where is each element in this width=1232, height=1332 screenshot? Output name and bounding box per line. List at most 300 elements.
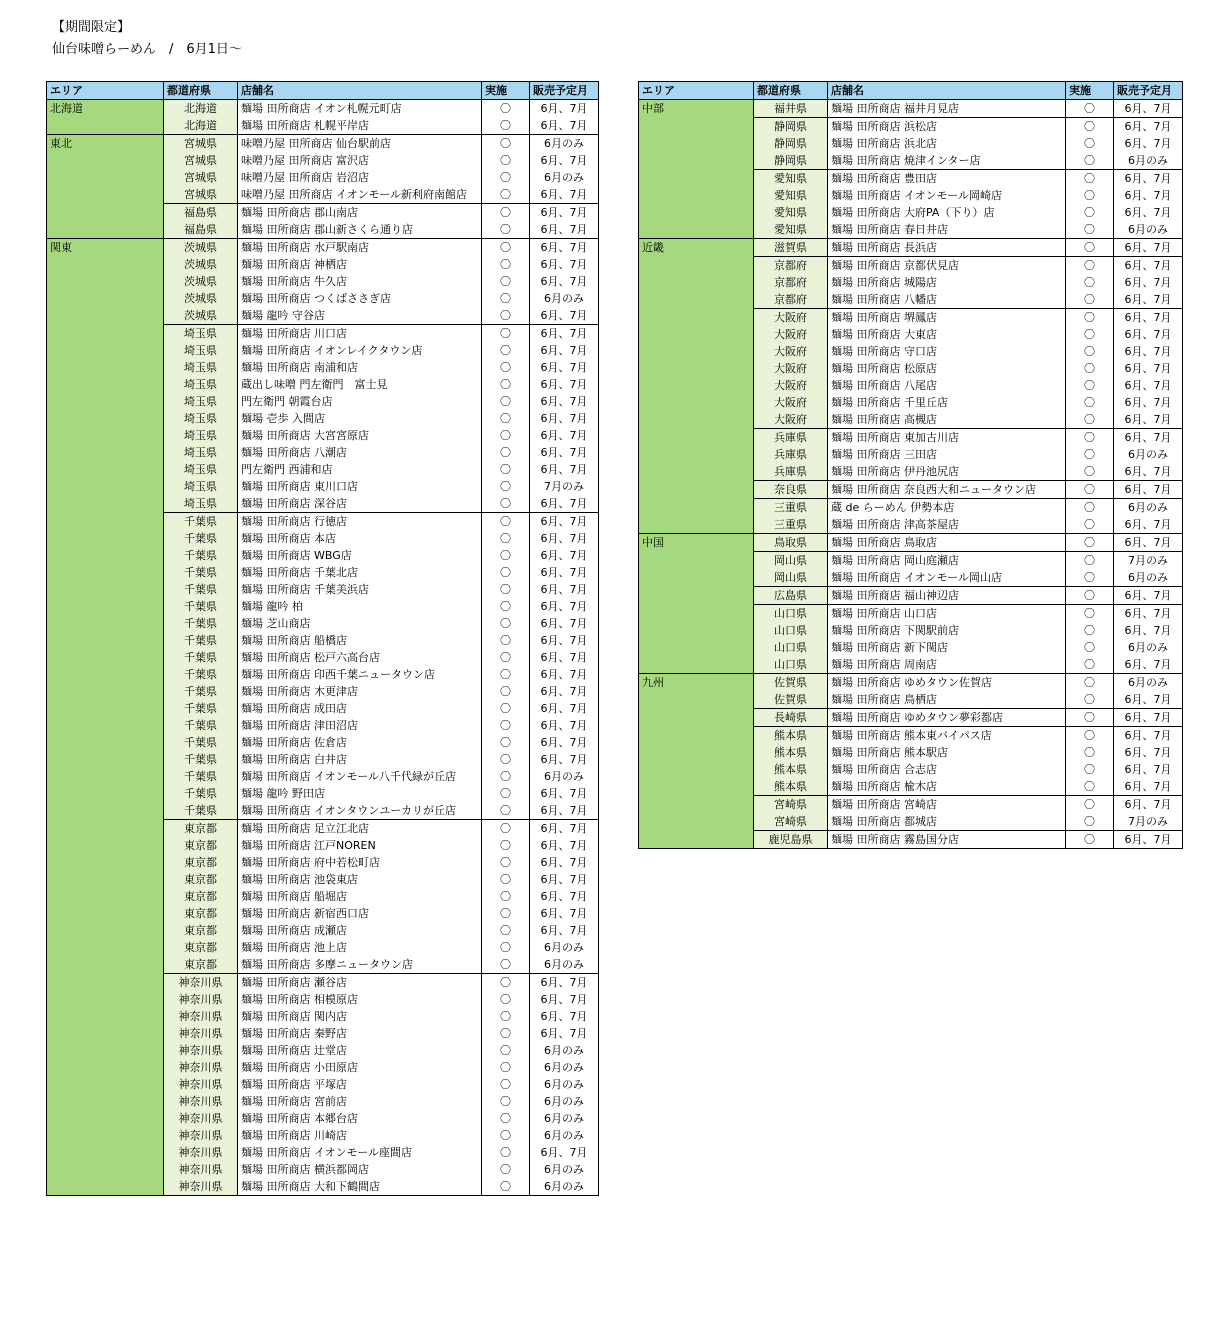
store-name-cell: 麺場 田所商店 成田店 bbox=[238, 700, 482, 717]
prefecture-cell: 千葉県 bbox=[164, 734, 238, 751]
sales-month-cell: 6月、7月 bbox=[530, 615, 599, 632]
implemented-cell: 〇 bbox=[482, 273, 530, 290]
sales-month-cell: 6月、7月 bbox=[530, 495, 599, 513]
store-name-cell: 麺場 田所商店 松原店 bbox=[828, 360, 1066, 377]
sales-month-cell: 6月、7月 bbox=[1114, 429, 1183, 447]
implemented-cell: 〇 bbox=[1066, 221, 1114, 239]
implemented-cell: 〇 bbox=[482, 307, 530, 325]
store-name-cell: 麺場 田所商店 郡山南店 bbox=[238, 204, 482, 222]
implemented-cell: 〇 bbox=[482, 117, 530, 135]
sales-month-cell: 6月、7月 bbox=[1114, 481, 1183, 499]
store-name-cell: 味噌乃屋 田所商店 イオンモール新利府南館店 bbox=[238, 186, 482, 204]
implemented-cell: 〇 bbox=[482, 513, 530, 531]
implemented-cell: 〇 bbox=[1066, 761, 1114, 778]
implemented-cell: 〇 bbox=[482, 1076, 530, 1093]
sales-month-cell: 7月のみ bbox=[530, 478, 599, 495]
implemented-cell: 〇 bbox=[482, 598, 530, 615]
store-name-cell: 麺場 田所商店 イオンモール八千代緑が丘店 bbox=[238, 768, 482, 785]
sales-month-cell: 6月のみ bbox=[530, 169, 599, 186]
sales-month-cell: 6月、7月 bbox=[1114, 796, 1183, 814]
prefecture-cell: 神奈川県 bbox=[164, 1110, 238, 1127]
sales-month-cell: 6月、7月 bbox=[1114, 605, 1183, 623]
store-name-cell: 麺場 田所商店 相模原店 bbox=[238, 991, 482, 1008]
col-header-area: エリア bbox=[639, 82, 754, 100]
implemented-cell: 〇 bbox=[1066, 411, 1114, 429]
store-name-cell: 麺場 田所商店 WBG店 bbox=[238, 547, 482, 564]
prefecture-cell: 三重県 bbox=[754, 499, 828, 517]
store-name-cell: 味噌乃屋 田所商店 仙台駅前店 bbox=[238, 135, 482, 153]
store-name-cell: 麺場 田所商店 津高茶屋店 bbox=[828, 516, 1066, 534]
implemented-cell: 〇 bbox=[482, 871, 530, 888]
sales-month-cell: 6月、7月 bbox=[1114, 622, 1183, 639]
prefecture-cell: 東京都 bbox=[164, 888, 238, 905]
implemented-cell: 〇 bbox=[482, 410, 530, 427]
store-name-cell: 麺場 田所商店 伊丹池尻店 bbox=[828, 463, 1066, 481]
store-name-cell: 麺場 田所商店 つくばささぎ店 bbox=[238, 290, 482, 307]
sales-month-cell: 6月、7月 bbox=[1114, 257, 1183, 275]
implemented-cell: 〇 bbox=[482, 649, 530, 666]
sales-month-cell: 6月のみ bbox=[530, 768, 599, 785]
implemented-cell: 〇 bbox=[1066, 274, 1114, 291]
store-table-right-body bbox=[639, 100, 1183, 849]
implemented-cell: 〇 bbox=[1066, 446, 1114, 463]
prefecture-cell: 神奈川県 bbox=[164, 1127, 238, 1144]
col-header-area: エリア bbox=[47, 82, 164, 100]
prefecture-cell: 埼玉県 bbox=[164, 478, 238, 495]
store-name-cell: 麺場 田所商店 山口店 bbox=[828, 605, 1066, 623]
store-name-cell: 麺場 田所商店 京都伏見店 bbox=[828, 257, 1066, 275]
implemented-cell: 〇 bbox=[482, 1025, 530, 1042]
store-name-cell: 麺場 田所商店 イオンモール岡山店 bbox=[828, 569, 1066, 587]
implemented-cell: 〇 bbox=[1066, 463, 1114, 481]
sales-month-cell: 6月、7月 bbox=[530, 359, 599, 376]
store-name-cell: 麺場 田所商店 東加古川店 bbox=[828, 429, 1066, 447]
sales-month-cell: 6月、7月 bbox=[530, 991, 599, 1008]
prefecture-cell: 静岡県 bbox=[754, 135, 828, 152]
prefecture-cell: 茨城県 bbox=[164, 273, 238, 290]
store-name-cell: 麺場 田所商店 千葉美浜店 bbox=[238, 581, 482, 598]
implemented-cell: 〇 bbox=[1066, 691, 1114, 709]
implemented-cell: 〇 bbox=[482, 581, 530, 598]
store-name-cell: 麺場 田所商店 合志店 bbox=[828, 761, 1066, 778]
store-name-cell: 麺場 田所商店 佐倉店 bbox=[238, 734, 482, 751]
store-name-cell: 麺場 田所商店 春日井店 bbox=[828, 221, 1066, 239]
table-row bbox=[639, 674, 1183, 692]
sales-month-cell: 6月、7月 bbox=[530, 581, 599, 598]
store-name-cell: 麺場 田所商店 大府PA（下り）店 bbox=[828, 204, 1066, 221]
prefecture-cell: 佐賀県 bbox=[754, 691, 828, 709]
prefecture-cell: 神奈川県 bbox=[164, 1178, 238, 1196]
implemented-cell: 〇 bbox=[1066, 656, 1114, 674]
prefecture-cell: 神奈川県 bbox=[164, 1161, 238, 1178]
sales-month-cell: 6月のみ bbox=[530, 1076, 599, 1093]
prefecture-cell: 宮城県 bbox=[164, 152, 238, 169]
implemented-cell: 〇 bbox=[482, 1110, 530, 1127]
prefecture-cell: 千葉県 bbox=[164, 768, 238, 785]
implemented-cell: 〇 bbox=[1066, 135, 1114, 152]
store-name-cell: 麺場 田所商店 池袋東店 bbox=[238, 871, 482, 888]
prefecture-cell: 茨城県 bbox=[164, 239, 238, 257]
col-header-implemented: 実施 bbox=[482, 82, 530, 100]
prefecture-cell: 千葉県 bbox=[164, 683, 238, 700]
sales-month-cell: 6月のみ bbox=[530, 956, 599, 974]
store-name-cell: 麺場 田所商店 都城店 bbox=[828, 813, 1066, 831]
store-name-cell: 麺場 田所商店 神栖店 bbox=[238, 256, 482, 273]
prefecture-cell: 千葉県 bbox=[164, 513, 238, 531]
store-name-cell: 麺場 田所商店 イオン札幌元町店 bbox=[238, 100, 482, 118]
prefecture-cell: 奈良県 bbox=[754, 481, 828, 499]
sales-month-cell: 6月、7月 bbox=[530, 393, 599, 410]
prefecture-cell: 千葉県 bbox=[164, 666, 238, 683]
store-name-cell: 麺場 田所商店 川崎店 bbox=[238, 1127, 482, 1144]
store-name-cell: 麺場 田所商店 新下関店 bbox=[828, 639, 1066, 656]
store-name-cell: 麺場 田所商店 福井月見店 bbox=[828, 100, 1066, 118]
implemented-cell: 〇 bbox=[482, 135, 530, 153]
implemented-cell: 〇 bbox=[1066, 429, 1114, 447]
sales-month-cell: 6月、7月 bbox=[1114, 187, 1183, 204]
sales-month-cell: 6月のみ bbox=[530, 135, 599, 153]
prefecture-cell: 鹿児島県 bbox=[754, 831, 828, 849]
store-name-cell: 麺場 田所商店 水戸駅南店 bbox=[238, 239, 482, 257]
prefecture-cell: 埼玉県 bbox=[164, 427, 238, 444]
store-name-cell: 麺場 田所商店 平塚店 bbox=[238, 1076, 482, 1093]
implemented-cell: 〇 bbox=[1066, 727, 1114, 745]
implemented-cell: 〇 bbox=[482, 854, 530, 871]
prefecture-cell: 北海道 bbox=[164, 100, 238, 118]
sales-month-cell: 6月、7月 bbox=[1114, 326, 1183, 343]
store-name-cell: 麺場 田所商店 大東店 bbox=[828, 326, 1066, 343]
implemented-cell: 〇 bbox=[482, 939, 530, 956]
col-header-sales-month: 販売予定月 bbox=[1114, 82, 1183, 100]
implemented-cell: 〇 bbox=[482, 1059, 530, 1076]
prefecture-cell: 神奈川県 bbox=[164, 1008, 238, 1025]
sales-month-cell: 6月、7月 bbox=[530, 117, 599, 135]
store-name-cell: 麺場 田所商店 城陽店 bbox=[828, 274, 1066, 291]
prefecture-cell: 東京都 bbox=[164, 871, 238, 888]
prefecture-cell: 山口県 bbox=[754, 605, 828, 623]
sales-month-cell: 6月、7月 bbox=[530, 649, 599, 666]
prefecture-cell: 宮城県 bbox=[164, 135, 238, 153]
implemented-cell: 〇 bbox=[482, 530, 530, 547]
prefecture-cell: 東京都 bbox=[164, 820, 238, 838]
sales-month-cell: 6月、7月 bbox=[1114, 118, 1183, 136]
implemented-cell: 〇 bbox=[482, 956, 530, 974]
prefecture-cell: 滋賀県 bbox=[754, 239, 828, 257]
sales-month-cell: 6月、7月 bbox=[530, 1144, 599, 1161]
prefecture-cell: 熊本県 bbox=[754, 778, 828, 796]
prefecture-cell: 熊本県 bbox=[754, 727, 828, 745]
sales-month-cell: 6月、7月 bbox=[530, 598, 599, 615]
prefecture-cell: 千葉県 bbox=[164, 530, 238, 547]
sales-month-cell: 6月、7月 bbox=[530, 854, 599, 871]
prefecture-cell: 宮城県 bbox=[164, 186, 238, 204]
store-name-cell: 麺場 壱歩 入間店 bbox=[238, 410, 482, 427]
sales-month-cell: 6月、7月 bbox=[1114, 778, 1183, 796]
implemented-cell: 〇 bbox=[482, 717, 530, 734]
store-name-cell: 麺場 田所商店 行徳店 bbox=[238, 513, 482, 531]
implemented-cell: 〇 bbox=[482, 632, 530, 649]
implemented-cell: 〇 bbox=[482, 615, 530, 632]
store-name-cell: 麺場 田所商店 イオンモール岡崎店 bbox=[828, 187, 1066, 204]
store-name-cell: 麺場 田所商店 千葉北店 bbox=[238, 564, 482, 581]
store-name-cell: 麺場 田所商店 高槻店 bbox=[828, 411, 1066, 429]
store-name-cell: 麺場 田所商店 周南店 bbox=[828, 656, 1066, 674]
store-name-cell: 麺場 田所商店 宮崎店 bbox=[828, 796, 1066, 814]
prefecture-cell: 東京都 bbox=[164, 956, 238, 974]
area-cell: 関東 bbox=[47, 239, 164, 1196]
table-row bbox=[47, 100, 599, 118]
prefecture-cell: 埼玉県 bbox=[164, 359, 238, 376]
store-name-cell: 麺場 田所商店 豊田店 bbox=[828, 170, 1066, 188]
store-name-cell: 麺場 田所商店 千里丘店 bbox=[828, 394, 1066, 411]
page-heading: 【期間限定】 bbox=[52, 20, 131, 35]
store-name-cell: 麺場 田所商店 ゆめタウン佐賀店 bbox=[828, 674, 1066, 692]
store-name-cell: 麺場 田所商店 船堀店 bbox=[238, 888, 482, 905]
store-table-left bbox=[46, 81, 599, 1196]
prefecture-cell: 宮崎県 bbox=[754, 813, 828, 831]
store-name-cell: 蔵出し味噌 門左衛門 富士見 bbox=[238, 376, 482, 393]
prefecture-cell: 千葉県 bbox=[164, 547, 238, 564]
prefecture-cell: 千葉県 bbox=[164, 649, 238, 666]
store-name-cell: 麺場 田所商店 小田原店 bbox=[238, 1059, 482, 1076]
sales-month-cell: 6月、7月 bbox=[1114, 727, 1183, 745]
store-name-cell: 麺場 田所商店 白井店 bbox=[238, 751, 482, 768]
prefecture-cell: 千葉県 bbox=[164, 615, 238, 632]
store-name-cell: 麺場 田所商店 新宿西口店 bbox=[238, 905, 482, 922]
area-cell: 北海道 bbox=[47, 100, 164, 135]
store-name-cell: 麺場 田所商店 三田店 bbox=[828, 446, 1066, 463]
store-name-cell: 麺場 田所商店 深谷店 bbox=[238, 495, 482, 513]
prefecture-cell: 山口県 bbox=[754, 656, 828, 674]
prefecture-cell: 静岡県 bbox=[754, 118, 828, 136]
sales-month-cell: 6月、7月 bbox=[530, 307, 599, 325]
sales-month-cell: 6月のみ bbox=[530, 1178, 599, 1196]
implemented-cell: 〇 bbox=[1066, 481, 1114, 499]
sales-month-cell: 6月、7月 bbox=[1114, 170, 1183, 188]
store-name-cell: 麺場 田所商店 本郷台店 bbox=[238, 1110, 482, 1127]
store-name-cell: 蔵 de らーめん 伊勢本店 bbox=[828, 499, 1066, 517]
store-name-cell: 麺場 田所商店 霧島国分店 bbox=[828, 831, 1066, 849]
implemented-cell: 〇 bbox=[482, 785, 530, 802]
prefecture-cell: 愛知県 bbox=[754, 187, 828, 204]
prefecture-cell: 東京都 bbox=[164, 837, 238, 854]
prefecture-cell: 鳥取県 bbox=[754, 534, 828, 552]
implemented-cell: 〇 bbox=[482, 427, 530, 444]
store-name-cell: 麺場 田所商店 長浜店 bbox=[828, 239, 1066, 257]
implemented-cell: 〇 bbox=[1066, 204, 1114, 221]
sales-month-cell: 6月、7月 bbox=[530, 376, 599, 393]
page-subheading: 仙台味噌らーめん / 6月1日～ bbox=[52, 42, 242, 57]
store-name-cell: 麺場 田所商店 川口店 bbox=[238, 325, 482, 343]
sales-month-cell: 6月のみ bbox=[530, 1093, 599, 1110]
implemented-cell: 〇 bbox=[1066, 152, 1114, 170]
implemented-cell: 〇 bbox=[1066, 605, 1114, 623]
store-name-cell: 麺場 田所商店 大和下鶴間店 bbox=[238, 1178, 482, 1196]
sales-month-cell: 6月、7月 bbox=[530, 888, 599, 905]
store-name-cell: 味噌乃屋 田所商店 岩沼店 bbox=[238, 169, 482, 186]
sales-month-cell: 6月、7月 bbox=[1114, 135, 1183, 152]
implemented-cell: 〇 bbox=[482, 683, 530, 700]
sales-month-cell: 6月、7月 bbox=[530, 444, 599, 461]
prefecture-cell: 熊本県 bbox=[754, 744, 828, 761]
store-name-cell: 麺場 田所商店 ゆめタウン夢彩都店 bbox=[828, 709, 1066, 727]
sales-month-cell: 6月、7月 bbox=[1114, 516, 1183, 534]
prefecture-cell: 千葉県 bbox=[164, 717, 238, 734]
prefecture-cell: 神奈川県 bbox=[164, 991, 238, 1008]
store-name-cell: 麺場 田所商店 守口店 bbox=[828, 343, 1066, 360]
implemented-cell: 〇 bbox=[482, 342, 530, 359]
prefecture-cell: 神奈川県 bbox=[164, 974, 238, 992]
prefecture-cell: 京都府 bbox=[754, 274, 828, 291]
store-name-cell: 麺場 田所商店 船橋店 bbox=[238, 632, 482, 649]
implemented-cell: 〇 bbox=[482, 393, 530, 410]
store-name-cell: 麺場 田所商店 熊本駅店 bbox=[828, 744, 1066, 761]
implemented-cell: 〇 bbox=[1066, 394, 1114, 411]
implemented-cell: 〇 bbox=[482, 734, 530, 751]
sales-month-cell: 6月、7月 bbox=[1114, 709, 1183, 727]
area-cell: 近畿 bbox=[639, 239, 754, 534]
prefecture-cell: 兵庫県 bbox=[754, 446, 828, 463]
store-name-cell: 麺場 田所商店 八幡店 bbox=[828, 291, 1066, 309]
sales-month-cell: 6月、7月 bbox=[530, 547, 599, 564]
store-name-cell: 麺場 龍吟 柏 bbox=[238, 598, 482, 615]
store-name-cell: 麺場 田所商店 八潮店 bbox=[238, 444, 482, 461]
prefecture-cell: 千葉県 bbox=[164, 598, 238, 615]
sales-month-cell: 6月、7月 bbox=[530, 905, 599, 922]
prefecture-cell: 大阪府 bbox=[754, 309, 828, 327]
table-row bbox=[47, 135, 599, 153]
store-name-cell: 麺場 田所商店 イオンタウンユーカリが丘店 bbox=[238, 802, 482, 820]
prefecture-cell: 神奈川県 bbox=[164, 1059, 238, 1076]
prefecture-cell: 大阪府 bbox=[754, 360, 828, 377]
sales-month-cell: 6月、7月 bbox=[530, 100, 599, 118]
sales-month-cell: 6月、7月 bbox=[530, 204, 599, 222]
prefecture-cell: 神奈川県 bbox=[164, 1025, 238, 1042]
implemented-cell: 〇 bbox=[1066, 534, 1114, 552]
sales-month-cell: 7月のみ bbox=[1114, 552, 1183, 570]
implemented-cell: 〇 bbox=[482, 820, 530, 838]
store-name-cell: 麺場 田所商店 秦野店 bbox=[238, 1025, 482, 1042]
implemented-cell: 〇 bbox=[1066, 569, 1114, 587]
table-row bbox=[639, 534, 1183, 552]
sales-month-cell: 6月、7月 bbox=[530, 325, 599, 343]
prefecture-cell: 長崎県 bbox=[754, 709, 828, 727]
sales-month-cell: 6月、7月 bbox=[530, 1025, 599, 1042]
implemented-cell: 〇 bbox=[482, 359, 530, 376]
implemented-cell: 〇 bbox=[482, 922, 530, 939]
prefecture-cell: 山口県 bbox=[754, 639, 828, 656]
store-name-cell: 麺場 田所商店 印西千葉ニュータウン店 bbox=[238, 666, 482, 683]
implemented-cell: 〇 bbox=[482, 290, 530, 307]
sales-month-cell: 6月のみ bbox=[1114, 569, 1183, 587]
sales-month-cell: 6月、7月 bbox=[530, 717, 599, 734]
prefecture-cell: 愛知県 bbox=[754, 221, 828, 239]
implemented-cell: 〇 bbox=[482, 1127, 530, 1144]
sales-month-cell: 6月のみ bbox=[1114, 446, 1183, 463]
sales-month-cell: 6月、7月 bbox=[530, 922, 599, 939]
implemented-cell: 〇 bbox=[482, 186, 530, 204]
sales-month-cell: 6月のみ bbox=[1114, 639, 1183, 656]
store-name-cell: 麺場 田所商店 成瀬店 bbox=[238, 922, 482, 939]
sales-month-cell: 6月、7月 bbox=[530, 256, 599, 273]
col-header-sales-month: 販売予定月 bbox=[530, 82, 599, 100]
implemented-cell: 〇 bbox=[1066, 587, 1114, 605]
prefecture-cell: 埼玉県 bbox=[164, 410, 238, 427]
store-name-cell: 麺場 田所商店 焼津インター店 bbox=[828, 152, 1066, 170]
col-header-pref: 都道府県 bbox=[754, 82, 828, 100]
sales-month-cell: 6月のみ bbox=[530, 1042, 599, 1059]
implemented-cell: 〇 bbox=[1066, 639, 1114, 656]
prefecture-cell: 神奈川県 bbox=[164, 1076, 238, 1093]
implemented-cell: 〇 bbox=[482, 751, 530, 768]
implemented-cell: 〇 bbox=[1066, 170, 1114, 188]
sales-month-cell: 6月、7月 bbox=[530, 1008, 599, 1025]
store-name-cell: 麺場 田所商店 辻堂店 bbox=[238, 1042, 482, 1059]
table-header-row bbox=[639, 82, 1183, 100]
prefecture-cell: 佐賀県 bbox=[754, 674, 828, 692]
sales-month-cell: 6月、7月 bbox=[1114, 656, 1183, 674]
implemented-cell: 〇 bbox=[482, 1042, 530, 1059]
prefecture-cell: 京都府 bbox=[754, 257, 828, 275]
implemented-cell: 〇 bbox=[1066, 239, 1114, 257]
table-row bbox=[639, 100, 1183, 118]
sales-month-cell: 6月、7月 bbox=[1114, 239, 1183, 257]
prefecture-cell: 東京都 bbox=[164, 905, 238, 922]
prefecture-cell: 千葉県 bbox=[164, 751, 238, 768]
prefecture-cell: 宮城県 bbox=[164, 169, 238, 186]
sales-month-cell: 6月、7月 bbox=[1114, 291, 1183, 309]
area-cell: 中国 bbox=[639, 534, 754, 674]
implemented-cell: 〇 bbox=[1066, 709, 1114, 727]
sales-month-cell: 6月、7月 bbox=[1114, 534, 1183, 552]
sales-month-cell: 6月、7月 bbox=[530, 530, 599, 547]
prefecture-cell: 千葉県 bbox=[164, 564, 238, 581]
prefecture-cell: 京都府 bbox=[754, 291, 828, 309]
col-header-store: 店舗名 bbox=[238, 82, 482, 100]
prefecture-cell: 東京都 bbox=[164, 922, 238, 939]
prefecture-cell: 大阪府 bbox=[754, 394, 828, 411]
store-name-cell: 麺場 田所商店 本店 bbox=[238, 530, 482, 547]
implemented-cell: 〇 bbox=[1066, 291, 1114, 309]
prefecture-cell: 茨城県 bbox=[164, 256, 238, 273]
prefecture-cell: 埼玉県 bbox=[164, 461, 238, 478]
store-name-cell: 麺場 田所商店 下関駅前店 bbox=[828, 622, 1066, 639]
table-row bbox=[639, 239, 1183, 257]
sales-month-cell: 6月、7月 bbox=[530, 186, 599, 204]
prefecture-cell: 愛知県 bbox=[754, 204, 828, 221]
prefecture-cell: 大阪府 bbox=[754, 343, 828, 360]
sales-month-cell: 6月、7月 bbox=[1114, 831, 1183, 849]
store-name-cell: 麺場 田所商店 福山神辺店 bbox=[828, 587, 1066, 605]
prefecture-cell: 岡山県 bbox=[754, 552, 828, 570]
store-name-cell: 麺場 田所商店 瀬谷店 bbox=[238, 974, 482, 992]
prefecture-cell: 埼玉県 bbox=[164, 376, 238, 393]
sales-month-cell: 6月、7月 bbox=[1114, 691, 1183, 709]
sales-month-cell: 6月のみ bbox=[530, 1110, 599, 1127]
store-name-cell: 麺場 田所商店 浜北店 bbox=[828, 135, 1066, 152]
implemented-cell: 〇 bbox=[482, 564, 530, 581]
sales-month-cell: 6月、7月 bbox=[1114, 587, 1183, 605]
sales-month-cell: 6月、7月 bbox=[530, 785, 599, 802]
sales-month-cell: 6月、7月 bbox=[530, 221, 599, 239]
sales-month-cell: 6月、7月 bbox=[1114, 761, 1183, 778]
store-name-cell: 麺場 田所商店 楡木店 bbox=[828, 778, 1066, 796]
sales-month-cell: 6月、7月 bbox=[1114, 274, 1183, 291]
store-name-cell: 麺場 田所商店 横浜都岡店 bbox=[238, 1161, 482, 1178]
store-name-cell: 麺場 田所商店 鳥栖店 bbox=[828, 691, 1066, 709]
store-name-cell: 麺場 田所商店 東川口店 bbox=[238, 478, 482, 495]
implemented-cell: 〇 bbox=[1066, 343, 1114, 360]
